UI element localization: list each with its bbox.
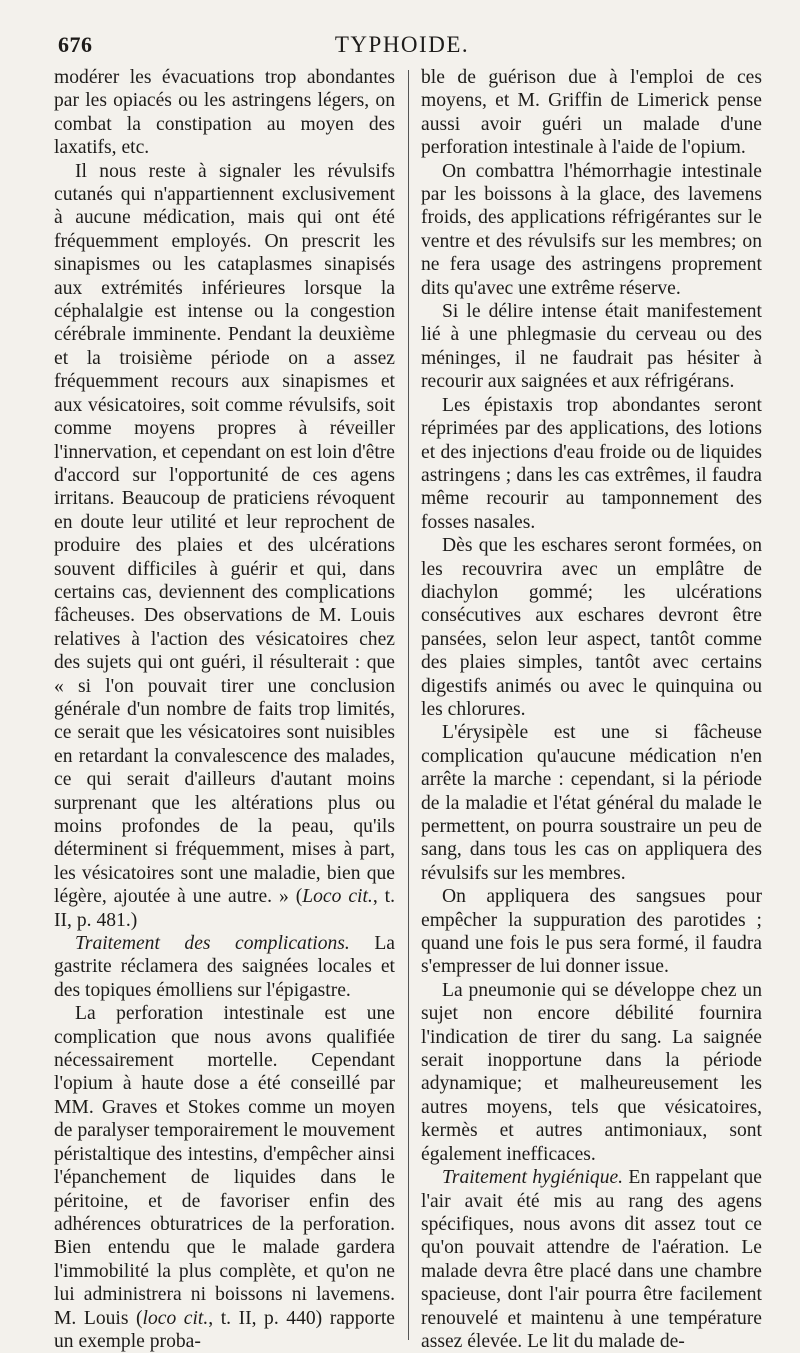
page-header bbox=[58, 32, 746, 64]
right-column bbox=[421, 66, 762, 1353]
paragraph-text: Il nous reste à signaler les révulsifs cutanés qui n'appartiennent exclusivement à aucune médication, mais qui ont été fréquemment employés. On prescrit les sinapismes ou les cataplasmes sinapisés aux extrémités inférieures lorsque la céphalalgie est intense ou la congestion cérébrale imminente. Pendant la deuxième et la troisième période on a assez fréquemment recours aux sinapismes et aux vésicatoires, soit comme révulsifs, soit comme moyens propres à réveiller l'innervation, et cependant on est loin d'être d'accord sur l'opportunité de ces agens irritans. Beaucoup de praticiens révoquent en doute leur utilité et leur reprochent de produire des plaies et des ulcérations souvent difficiles à guérir et qui, dans certains cas, deviennent des complications fâcheuses. Des observations de M. Louis relatives à l'action des vésicatoires chez des sujets qui ont guéri, il résulterait : que « si l'on pouvait tirer une conclusion générale d'un nombre de faits trop limités, ce serait que les vésicatoires sont nuisibles en retardant la convalescence des malades, ce qui serait d'ailleurs d'autant moins surprenant que les altérations plus ou moins profondes de la peau, qu'ils déterminent si fréquemment, mises à part, les vésicatoires sont une maladie, bien que légère, ajoutée à une autre. » ( bbox=[54, 160, 395, 908]
paragraph bbox=[54, 160, 395, 932]
paragraph bbox=[54, 932, 395, 1002]
citation: loco cit. bbox=[142, 1307, 209, 1329]
paragraph-text: La perforation intestinale est une complication que nous avons qualifiée nécessairement mortelle. Cependant l'opium à haute dose a été conseillé par MM. Graves et Stokes comme un moyen de paralyser temporairement le mouvement péristaltique des intestins, d'empêcher ainsi l'épanchement de liquides dans le péritoine, et de favoriser enfin des adhérences obturatrices de la perforation. Bien entendu que le malade gardera l'immobilité la plus complète, et qu'on ne lui administrera ni boissons ni lavemens. M. Louis ( bbox=[54, 1003, 395, 1329]
paragraph: Les épistaxis trop abondantes seront réprimées par des applications, des lotions et des injections d'eau froide ou de liquides astringens ; dans les cas extrêmes, il faudra même recourir au tamponnement des fosses nasales. bbox=[421, 394, 762, 533]
paragraph: On combattra l'hémorrhagie intestinale par les boissons à la glace, des lavemens froids, des applications réfrigérantes sur le ventre et des révulsifs sur les membres; on ne fera usage des astringens proprement dits qu'avec une extrême réserve. bbox=[421, 160, 762, 299]
paragraph bbox=[54, 1002, 395, 1353]
section-heading: Traitement des complications. bbox=[75, 933, 350, 955]
paragraph: modérer les évacuations trop abondantes par les opiacés ou les astringens légers, on combat la constipation au moyen des laxatifs, etc. bbox=[54, 67, 395, 159]
section-heading: Traitement hygiénique. bbox=[442, 1167, 624, 1189]
paragraph: Dès que les eschares seront formées, on les recouvrira avec un emplâtre de diachylon gommé; les ulcérations consécutives aux eschares devront être pansées, selon leur aspect, tantôt comme des plaies simples, tantôt avec certains digestifs animés ou avec le quinquina ou les chlorures. bbox=[421, 535, 762, 720]
paragraph: Si le délire intense était manifestement lié à une phlegmasie du cerveau ou des méninges, il ne faudrait pas hésiter à recourir aux saignées et aux réfrigérans. bbox=[421, 301, 762, 393]
citation-ref: , t. II, p. 481.) bbox=[54, 886, 395, 931]
paragraph-text: En rappelant que l'air avait été mis au rang des agens spécifiques, nous avons dit assez tout ce qu'on pouvait attendre de l'aération. Le malade devra être placé dans une chambre spacieuse, dont l'air pourra être facilement renouvelé et maintenu à une température assez élevée. Le lit du malade de- bbox=[421, 1167, 762, 1352]
running-title: TYPHOIDE. bbox=[334, 32, 470, 57]
paragraph: On appliquera des sangsues pour empêcher la suppuration des parotides ; quand une fois le pus sera formé, il faudra s'empresser de lui donner issue. bbox=[421, 886, 762, 978]
paragraph: La pneumonie qui se développe chez un sujet non encore débilité fournira l'indication de tirer du sang. La saignée serait inopportune dans la période adynamique; et malheureusement les autres moyens, tels que vésicatoires, kermès et autres antimoniaux, sont également inefficaces. bbox=[421, 979, 762, 1165]
paragraph-text: , t. II, p. 440) rapporte un exemple proba- bbox=[54, 1307, 395, 1352]
page-number: 676 bbox=[58, 32, 93, 57]
paragraph: ble de guérison due à l'emploi de ces moyens, et M. Griffin de Limerick pense aussi avoir guéri un malade d'une perforation intestinale à l'aide de l'opium. bbox=[421, 67, 762, 159]
left-column bbox=[54, 66, 395, 1353]
paragraph-text: La gastrite réclamera des saignées locales et des topiques émolliens sur l'épigastre. bbox=[54, 933, 395, 1001]
column-divider bbox=[408, 70, 409, 1340]
citation: Loco cit. bbox=[302, 886, 373, 908]
paragraph: L'érysipèle est une si fâcheuse complication qu'aucune médication n'en arrête la marche : cependant, si la période de la maladie et l'état général du malade le permettent, on pourra soustraire un peu de sang, dans tous les cas on appliquera des révulsifs sur les membres. bbox=[421, 722, 762, 884]
paragraph bbox=[421, 1166, 762, 1353]
